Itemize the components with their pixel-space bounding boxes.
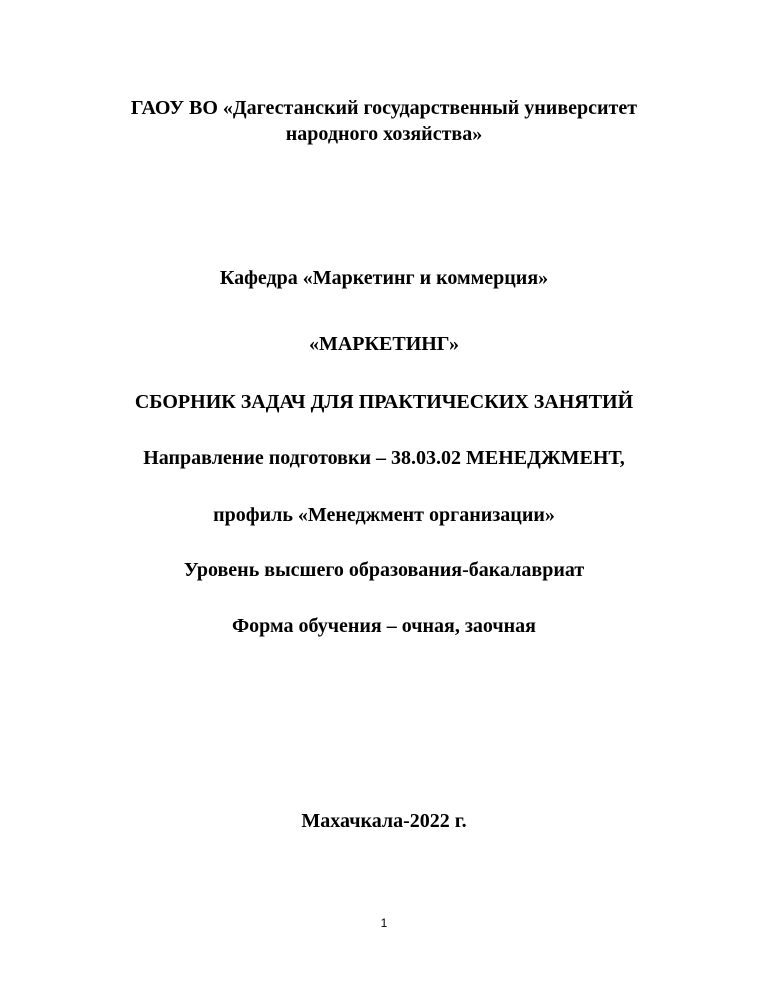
training-direction: Направление подготовки – 38.03.02 МЕНЕДЖМЕНТ, (143, 447, 625, 469)
city-year: Махачкала-2022 г. (301, 810, 467, 832)
education-level: Уровень высшего образования-бакалавриат (183, 559, 585, 581)
document-title: СБОРНИК ЗАДАЧ ДЛЯ ПРАКТИЧЕСКИХ ЗАНЯТИЙ (134, 391, 634, 413)
institution-name-line-2: народного хозяйства» (285, 123, 483, 145)
study-profile: профиль «Менеджмент организации» (213, 504, 555, 526)
discipline-title: «МАРКЕТИНГ» (308, 333, 460, 355)
department-name: Кафедра «Маркетинг и коммерция» (219, 267, 549, 289)
institution-name-line-1: ГАОУ ВО «Дагестанский государственный университет (130, 97, 638, 119)
study-form: Форма обучения – очная, заочная (232, 615, 536, 637)
page-number: 1 (380, 916, 388, 930)
